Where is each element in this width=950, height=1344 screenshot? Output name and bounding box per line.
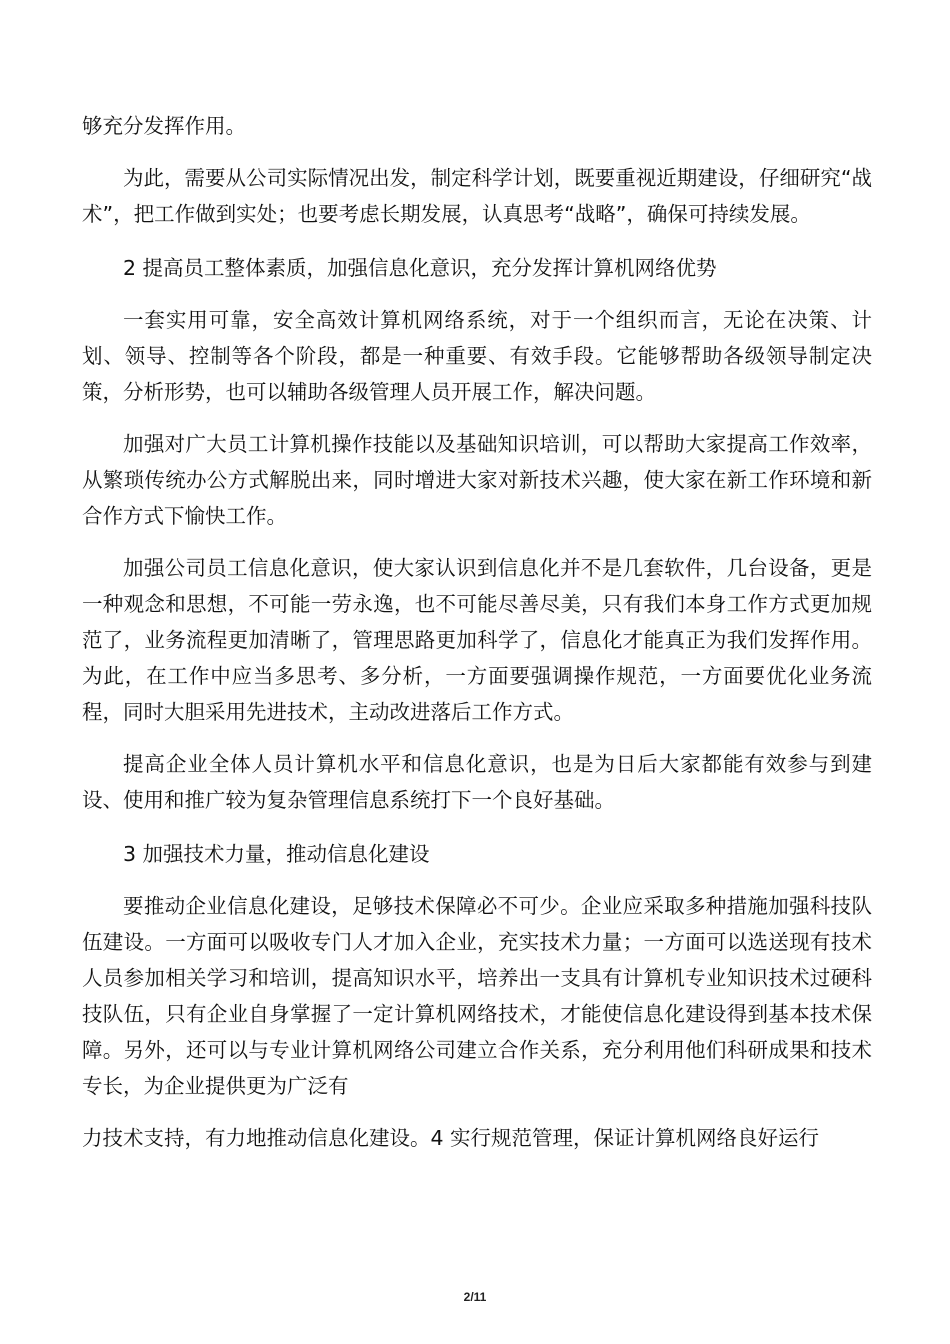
page-number: 2/11 <box>463 1290 487 1304</box>
paragraph-technical-strength: 要推动企业信息化建设，足够技术保障必不可少。企业应采取多种措施加强科技队伍建设。一方面可以吸收专门人才加入企业，充实技术力量；一方面可以选送现有技术人员参加相关学习和培训，提高知识水平，培养出一支具有计算机专业知识技术过硬科技队伍，只有企业自身掌握了一定计算机网络技术，才能使信息化建设得到基本技术保障。另外，还可以与专业计算机网络公司建立合作关系，充分利用他们科研成果和技术专长，为企业提供更为广泛有 <box>82 894 872 1098</box>
paragraph-awareness: 加强公司员工信息化意识，使大家认识到信息化并不是几套软件，几台设备，更是一种观念和思想，不可能一劳永逸，也不可能尽善尽美，只有我们本身工作方式更加规范了，业务流程更加清晰了，管理思路更加科学了，信息化才能真正为我们发挥作用。为此，在工作中应当多思考、多分析，一方面要强调操作规范，一方面要优化业务流程，同时大胆采用先进技术，主动改进落后工作方式。 <box>82 556 872 724</box>
section-heading-3: 3 加强技术力量，推动信息化建设 <box>123 842 430 866</box>
document-body <box>82 108 872 1156</box>
paragraph-strategy: 为此，需要从公司实际情况出发，制定科学计划，既要重视近期建设，仔细研究“战术”，把工作做到实处；也要考虑长期发展，认真思考“战略”，确保可持续发展。 <box>82 166 872 226</box>
paragraph-support-and-heading-4: 力技术支持，有力地推动信息化建设。4 实行规范管理，保证计算机网络良好运行 <box>82 1126 820 1150</box>
paragraph-foundation: 提高企业全体人员计算机水平和信息化意识，也是为日后大家都能有效参与到建设、使用和推广较为复杂管理信息系统打下一个良好基础。 <box>82 752 872 812</box>
paragraph-continuation: 够充分发挥作用。 <box>82 114 246 138</box>
section-heading-2: 2 提高员工整体素质，加强信息化意识，充分发挥计算机网络优势 <box>123 256 717 280</box>
paragraph-training: 加强对广大员工计算机操作技能以及基础知识培训，可以帮助大家提高工作效率，从繁琐传统办公方式解脱出来，同时增进大家对新技术兴趣，使大家在新工作环境和新合作方式下愉快工作。 <box>82 432 872 528</box>
paragraph-network-system: 一套实用可靠，安全高效计算机网络系统，对于一个组织而言，无论在决策、计划、领导、控制等各个阶段，都是一种重要、有效手段。它能够帮助各级领导制定决策，分析形势，也可以辅助各级管理人员开展工作，解决问题。 <box>82 308 872 404</box>
